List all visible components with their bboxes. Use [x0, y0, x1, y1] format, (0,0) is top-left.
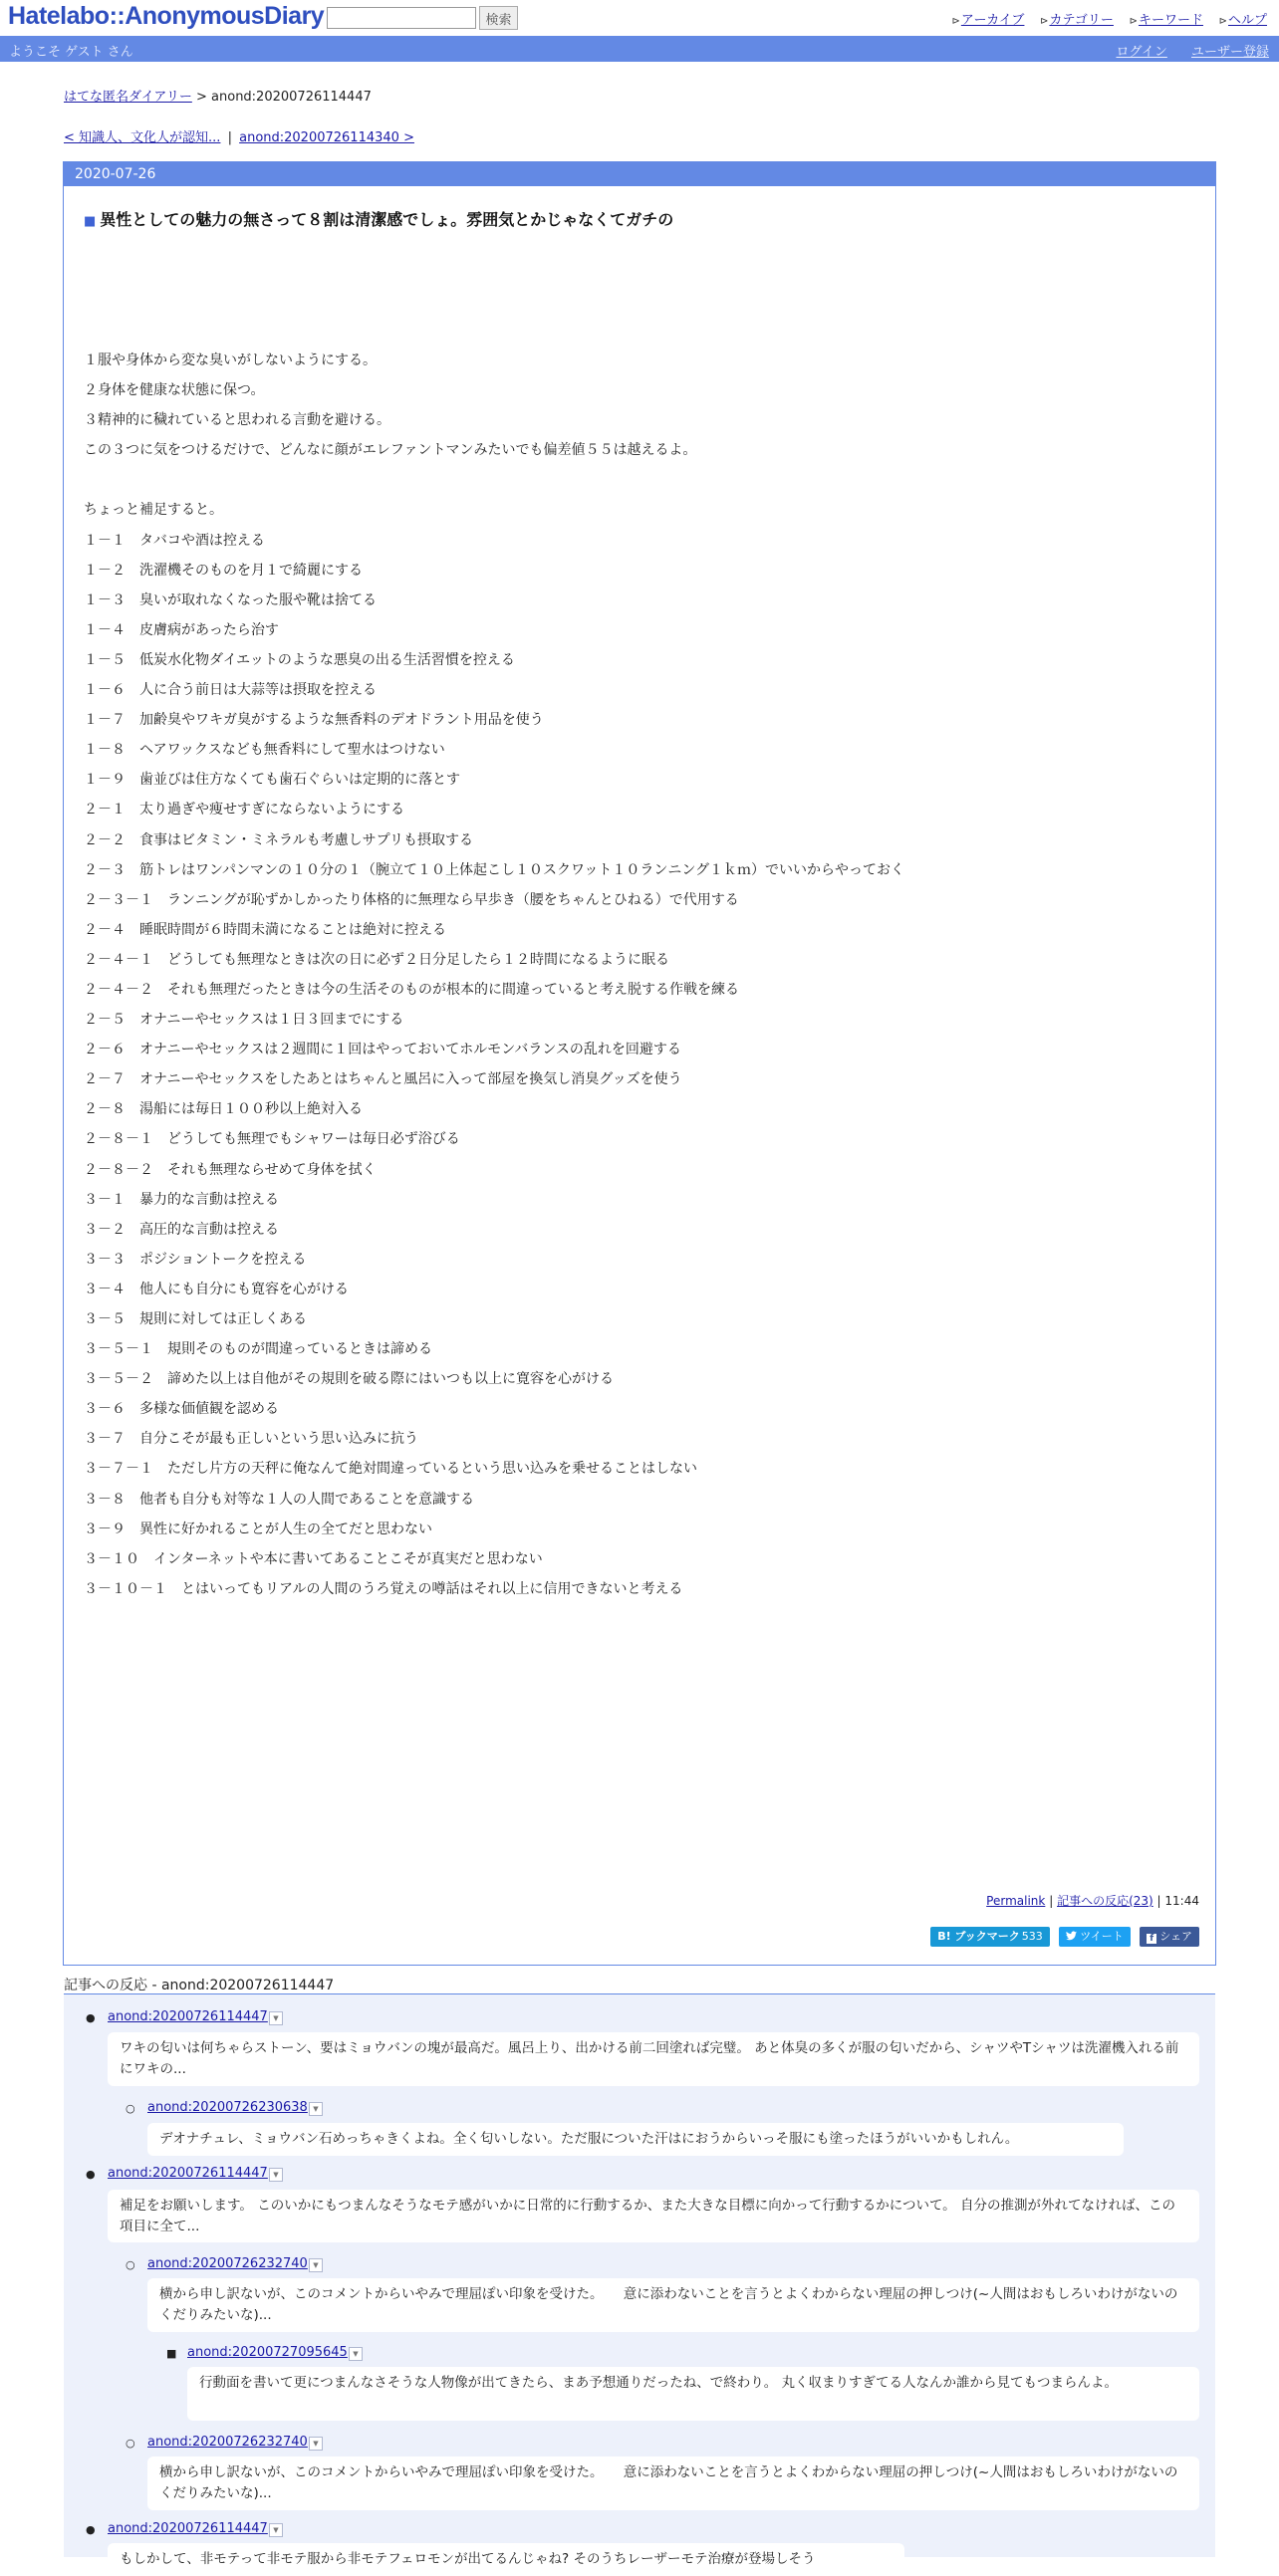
bookmark-count: 533 — [1021, 1930, 1043, 1943]
article — [63, 161, 1216, 1966]
register-link[interactable]: ユーザー登録 — [1190, 45, 1269, 60]
top-nav — [939, 9, 1267, 28]
bullet-square-icon: ■ — [166, 2347, 177, 2360]
arrow-icon: ⊳ — [1129, 16, 1138, 27]
title-square-icon[interactable]: ■ — [84, 214, 97, 229]
article-title — [84, 207, 673, 230]
bullet-disc-icon: ● — [86, 2011, 96, 2024]
tweet-label: ツイート — [1080, 1930, 1124, 1943]
welcome-text: ようこそ ゲスト さん — [9, 45, 133, 60]
share-bar — [924, 1927, 1199, 1947]
reaction-excerpt: 横から申し訳ないが、このコメントからいやみで理屈ぽい印象を受けた。 意に添わないことを言うとよくわからない理屈の押しつけ(~人間はおもしろいわけがないのくだりみたいな)... — [147, 2457, 1199, 2510]
bullet-disc-icon: ● — [86, 2168, 96, 2181]
reactions-tree — [64, 1994, 1215, 2567]
breadcrumb-current: anond:20200726114447 — [211, 90, 372, 105]
nav-archive[interactable]: アーカイブ — [960, 12, 1025, 27]
bullet-disc-icon: ● — [86, 2523, 96, 2536]
reactions-heading: 記事への反応 - anond:20200726114447 — [64, 1978, 335, 1993]
article-meta — [986, 1892, 1199, 1909]
reaction-excerpt: 横から申し訳ないが、このコメントからいやみで理屈ぽい印象を受けた。 意に添わないことを言うとよくわからない理屈の押しつけ(~人間はおもしろいわけがないのくだりみたいな)... — [147, 2278, 1199, 2332]
tweet-button[interactable] — [1059, 1927, 1130, 1947]
post-time: 11:44 — [1164, 1894, 1199, 1908]
reaction-link[interactable]: anond:20200726114447 — [108, 2521, 268, 2536]
reaction-menu-icon[interactable]: ▼ — [309, 2102, 323, 2116]
reaction-link[interactable]: anond:20200726232740 — [147, 2435, 308, 2450]
facebook-share-button[interactable] — [1140, 1927, 1199, 1947]
hatena-bookmark-button[interactable] — [930, 1927, 1049, 1947]
article-date: 2020-07-26 — [64, 162, 1215, 186]
reaction-menu-icon[interactable]: ▼ — [269, 2168, 283, 2182]
arrow-icon: ⊳ — [951, 16, 960, 27]
top-bar — [0, 0, 1279, 36]
nav-help[interactable]: ヘルプ — [1227, 12, 1267, 27]
twitter-bird-icon — [1066, 1931, 1077, 1941]
reaction-menu-icon[interactable]: ▼ — [309, 2437, 323, 2451]
reaction-link[interactable]: anond:20200726230638 — [147, 2100, 308, 2115]
reaction-excerpt: ワキの匂いは何ちゃらストーン、要はミョウバンの塊が最高だ。風呂上り、出かける前二回塗れば完璧。 あと体臭の多くが服の匂いだから、シャツやTシャツは洗濯機入れる前にワキの... — [108, 2032, 1199, 2086]
meta-separator: | — [1156, 1894, 1161, 1908]
breadcrumb-home[interactable]: はてな匿名ダイアリー — [64, 90, 192, 105]
breadcrumb-separator: > — [195, 90, 207, 105]
hatena-bookmark-label: B! ブックマーク — [937, 1930, 1020, 1943]
reaction-menu-icon[interactable]: ▼ — [269, 2011, 283, 2025]
reaction-excerpt: もしかして、非モテって非モテ服から非モテフェロモンが出てるんじゃね? そのうちレーザーモテ治療が登場しそう — [108, 2543, 904, 2576]
facebook-f-icon: f — [1147, 1934, 1156, 1944]
arrow-icon: ⊳ — [1218, 16, 1227, 27]
pager-separator: | — [227, 130, 232, 145]
reaction-link[interactable]: anond:20200727095645 — [187, 2345, 348, 2360]
reaction-excerpt: 補足をお願いします。 このいかにもつまんなそうなモテ感がいかに日常的に行動するか、また大きな目標に向かって行動するかについて。 自分の推測が外れてなければ、この項目に全て... — [108, 2190, 1199, 2242]
next-entry-link[interactable]: anond:20200726114340 > — [239, 130, 414, 145]
reaction-menu-icon[interactable]: ▼ — [309, 2258, 323, 2272]
site-logo[interactable]: Hatelabo::AnonymousDiary — [8, 2, 325, 30]
entry-pager — [64, 126, 414, 145]
article-body: １服や身体から変な臭いがしないようにする。 ２身体を健康な状態に保つ。 ３精神的に穢れていると思われる言動を避ける。 この３つに気をつけるだけで、どんなに顔がエレファントマンみたいでも偏差値５５は越えるよ。 ちょっと補足すると。 １－１ タバコや酒は控える １－２ 洗濯機そのものを月１で綺麗にする １－３ 臭いが取れなくなった服や靴は捨てる １－４ 皮膚病があったら治す １－５ 低炭水化物ダイエットのような悪臭の出る生活習慣を控える １－６ 人に合う前日は大蒜等は摂取を控える １－７ 加齢臭やワキガ臭がするような無香料のデオドラント用品を使う １－８ ヘアワックスなども無香料にして聖水はつけない １－９ 歯並びは住方なくても歯石ぐらいは定期的に落とす ２－１ 太り過ぎや痩せすぎにならないようにする ２－２ 食事はビタミン・ミネラルも考慮しサプリも摂取する ２－３ 筋トレはワンパンマンの１０分の１（腕立て１０上体起こし１０スクワット１０ランニング１ｋｍ）でいいからやっておく ２－３－１ ランニングが恥ずかしかったり体格的に無理なら早歩き（腰をちゃんとひねる）で代用する ２－４ 睡眠時間が６時間未満になることは絶対に控える ２－４－１ どうしても無理なときは次の日に必ず２日分足したら１２時間になるように眠る ２－４－２ それも無理だったときは今の生活そのものが根本的に間違っていると考え脱する作戦を練る ２－５ オナニーやセックスは１日３回までにする ２－６ オナニーやセックスは２週間に１回はやっておいてホルモンバランスの乱れを回避する ２－７ オナニーやセックスをしたあとはちゃんと風呂に入って部屋を換気し消臭グッズを使う ２－８ 湯船には毎日１００秒以上絶対入る ２－８－１ どうしても無理でもシャワーは毎日必ず浴びる ２－８－２ それも無理ならせめて身体を拭く ３－１ 暴力的な言動は控える ３－２ 高圧的な言動は控える ３－３ ポジショントークを控える ３－４ 他人にも自分にも寛容を心がける ３－５ 規則に対しては正しくある ３－５－１ 規則そのものが間違っているときは諦める ３－５－２ 諦めた以上は自他がその規則を破る際にはいつも以上に寛容を心がける ３－６ 多様な価値観を認める ３－７ 自分こそが最も正しいという思い込みに抗う ３－７－１ ただし片方の天秤に俺なんて絶対間違っているという思い込みを乗せることはしない ３－８ 他者も自分も対等な１人の人間であることを意識する ３－９ 異性に好かれることが人生の全てだと思わない ３－１０ インターネットや本に書いてあることこそが真実だと思わない ３－１０－１ とはいってもリアルの人間のうろ覚えの噂話はそれ以上に信用できないと考える — [84, 352, 905, 1597]
nav-category[interactable]: カテゴリー — [1049, 12, 1114, 27]
reactions-link[interactable]: 記事への反応(23) — [1057, 1894, 1153, 1908]
search-button[interactable]: 検索 — [479, 6, 518, 30]
bullet-circle-icon: ○ — [126, 2102, 135, 2115]
login-link[interactable]: ログイン — [1116, 45, 1167, 60]
nav-keyword[interactable]: キーワード — [1138, 12, 1203, 27]
breadcrumb — [64, 86, 372, 105]
reaction-excerpt: 行動面を書いて更につまんなさそうな人物像が出てきたら、まあ予想通りだったね、で終わり。 丸く収まりすぎてる人なんか誰から見てもつまらんよ。 — [187, 2367, 1199, 2421]
search-input[interactable] — [327, 7, 476, 29]
reaction-link[interactable]: anond:20200726114447 — [108, 2009, 268, 2024]
bullet-circle-icon: ○ — [126, 2437, 135, 2450]
reaction-menu-icon[interactable]: ▼ — [349, 2347, 363, 2361]
reaction-link[interactable]: anond:20200726232740 — [147, 2256, 308, 2271]
reaction-link[interactable]: anond:20200726114447 — [108, 2166, 268, 2181]
permalink[interactable]: Permalink — [986, 1894, 1046, 1908]
welcome-bar — [0, 36, 1279, 62]
reaction-menu-icon[interactable]: ▼ — [269, 2523, 283, 2537]
article-title-text: 異性としての魅力の無さって８割は清潔感でしょ。雰囲気とかじゃなくてガチの — [100, 210, 674, 229]
meta-separator: | — [1049, 1894, 1054, 1908]
prev-entry-link[interactable]: < 知識人、文化人が認知... — [64, 130, 221, 145]
reaction-excerpt: デオナチュレ、ミョウバン石めっちゃきくよね。全く匂いしない。ただ服についた汗はにおうからいっそ服にも塗ったほうがいいかもしれん。 — [147, 2123, 1124, 2156]
arrow-icon: ⊳ — [1040, 16, 1049, 27]
facebook-share-label: シェア — [1159, 1930, 1192, 1943]
bullet-circle-icon: ○ — [126, 2258, 135, 2271]
